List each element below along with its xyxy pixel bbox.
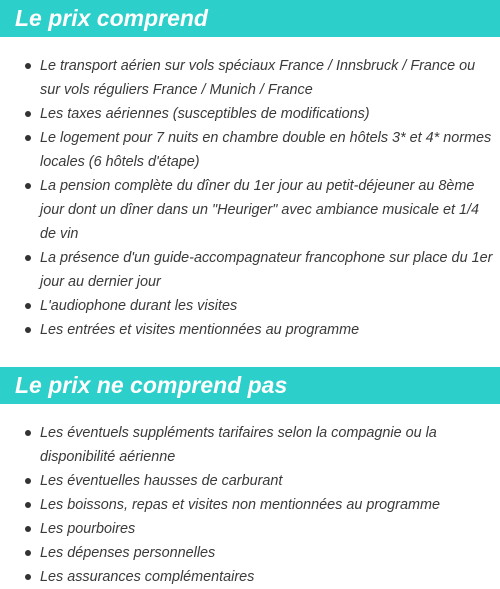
bullet-icon bbox=[25, 478, 31, 484]
bullet-icon bbox=[25, 63, 31, 69]
list-item bbox=[0, 565, 500, 589]
list-item bbox=[0, 318, 500, 342]
bullet-icon bbox=[25, 183, 31, 189]
bullet-icon bbox=[25, 502, 31, 508]
bullet-icon bbox=[25, 135, 31, 141]
list-item-text: La pension complète du dîner du 1er jour au petit-déjeuner au 8ème jour dont un dîner dans un "Heuriger" avec ambiance musicale et 1/4 de vin bbox=[40, 178, 479, 242]
list-item bbox=[0, 517, 500, 541]
list-item-text: Les pourboires bbox=[40, 521, 136, 537]
list-item-text: Les boissons, repas et visites non mentionnées au programme bbox=[40, 497, 440, 513]
list-item-text: Les éventuels suppléments tarifaires selon la compagnie ou la disponibilité aérienne bbox=[40, 425, 437, 465]
bullet-icon bbox=[25, 430, 31, 436]
list-item-text: Les entrées et visites mentionnées au programme bbox=[40, 322, 360, 338]
list-item-text: Les dépenses personnelles bbox=[40, 545, 216, 561]
list-item bbox=[0, 174, 500, 246]
excluded-list bbox=[0, 404, 500, 589]
list-item-text: L'audiophone durant les visites bbox=[40, 298, 238, 314]
bullet-icon bbox=[25, 111, 31, 117]
bullet-icon bbox=[25, 255, 31, 261]
list-item bbox=[0, 54, 500, 102]
list-item bbox=[0, 294, 500, 318]
list-item bbox=[0, 246, 500, 294]
bullet-icon bbox=[25, 303, 31, 309]
list-item bbox=[0, 493, 500, 517]
list-item bbox=[0, 126, 500, 174]
bullet-icon bbox=[25, 574, 31, 580]
bullet-icon bbox=[25, 526, 31, 532]
list-item bbox=[0, 421, 500, 469]
list-item-text: La présence d'un guide-accompagnateur francophone sur place du 1er jour au dernier jour bbox=[40, 250, 493, 290]
section-title-price-excludes: Le prix ne comprend pas bbox=[0, 367, 500, 404]
list-item bbox=[0, 469, 500, 493]
list-item-text: Le logement pour 7 nuits en chambre double en hôtels 3* et 4* normes locales (6 hôtels d'étape) bbox=[40, 130, 492, 170]
bullet-icon bbox=[25, 327, 31, 333]
included-list bbox=[0, 37, 500, 342]
list-item-text: Les taxes aériennes (susceptibles de modifications) bbox=[40, 106, 370, 122]
list-item bbox=[0, 541, 500, 565]
list-item-text: Le transport aérien sur vols spéciaux France / Innsbruck / France ou sur vols réguliers France / Munich / France bbox=[40, 58, 476, 98]
section-price-excludes bbox=[0, 367, 500, 589]
bullet-icon bbox=[25, 550, 31, 556]
section-title-price-includes: Le prix comprend bbox=[0, 0, 500, 37]
list-item-text: Les assurances complémentaires bbox=[40, 569, 255, 585]
list-item bbox=[0, 102, 500, 126]
list-item-text: Les éventuelles hausses de carburant bbox=[40, 473, 283, 489]
